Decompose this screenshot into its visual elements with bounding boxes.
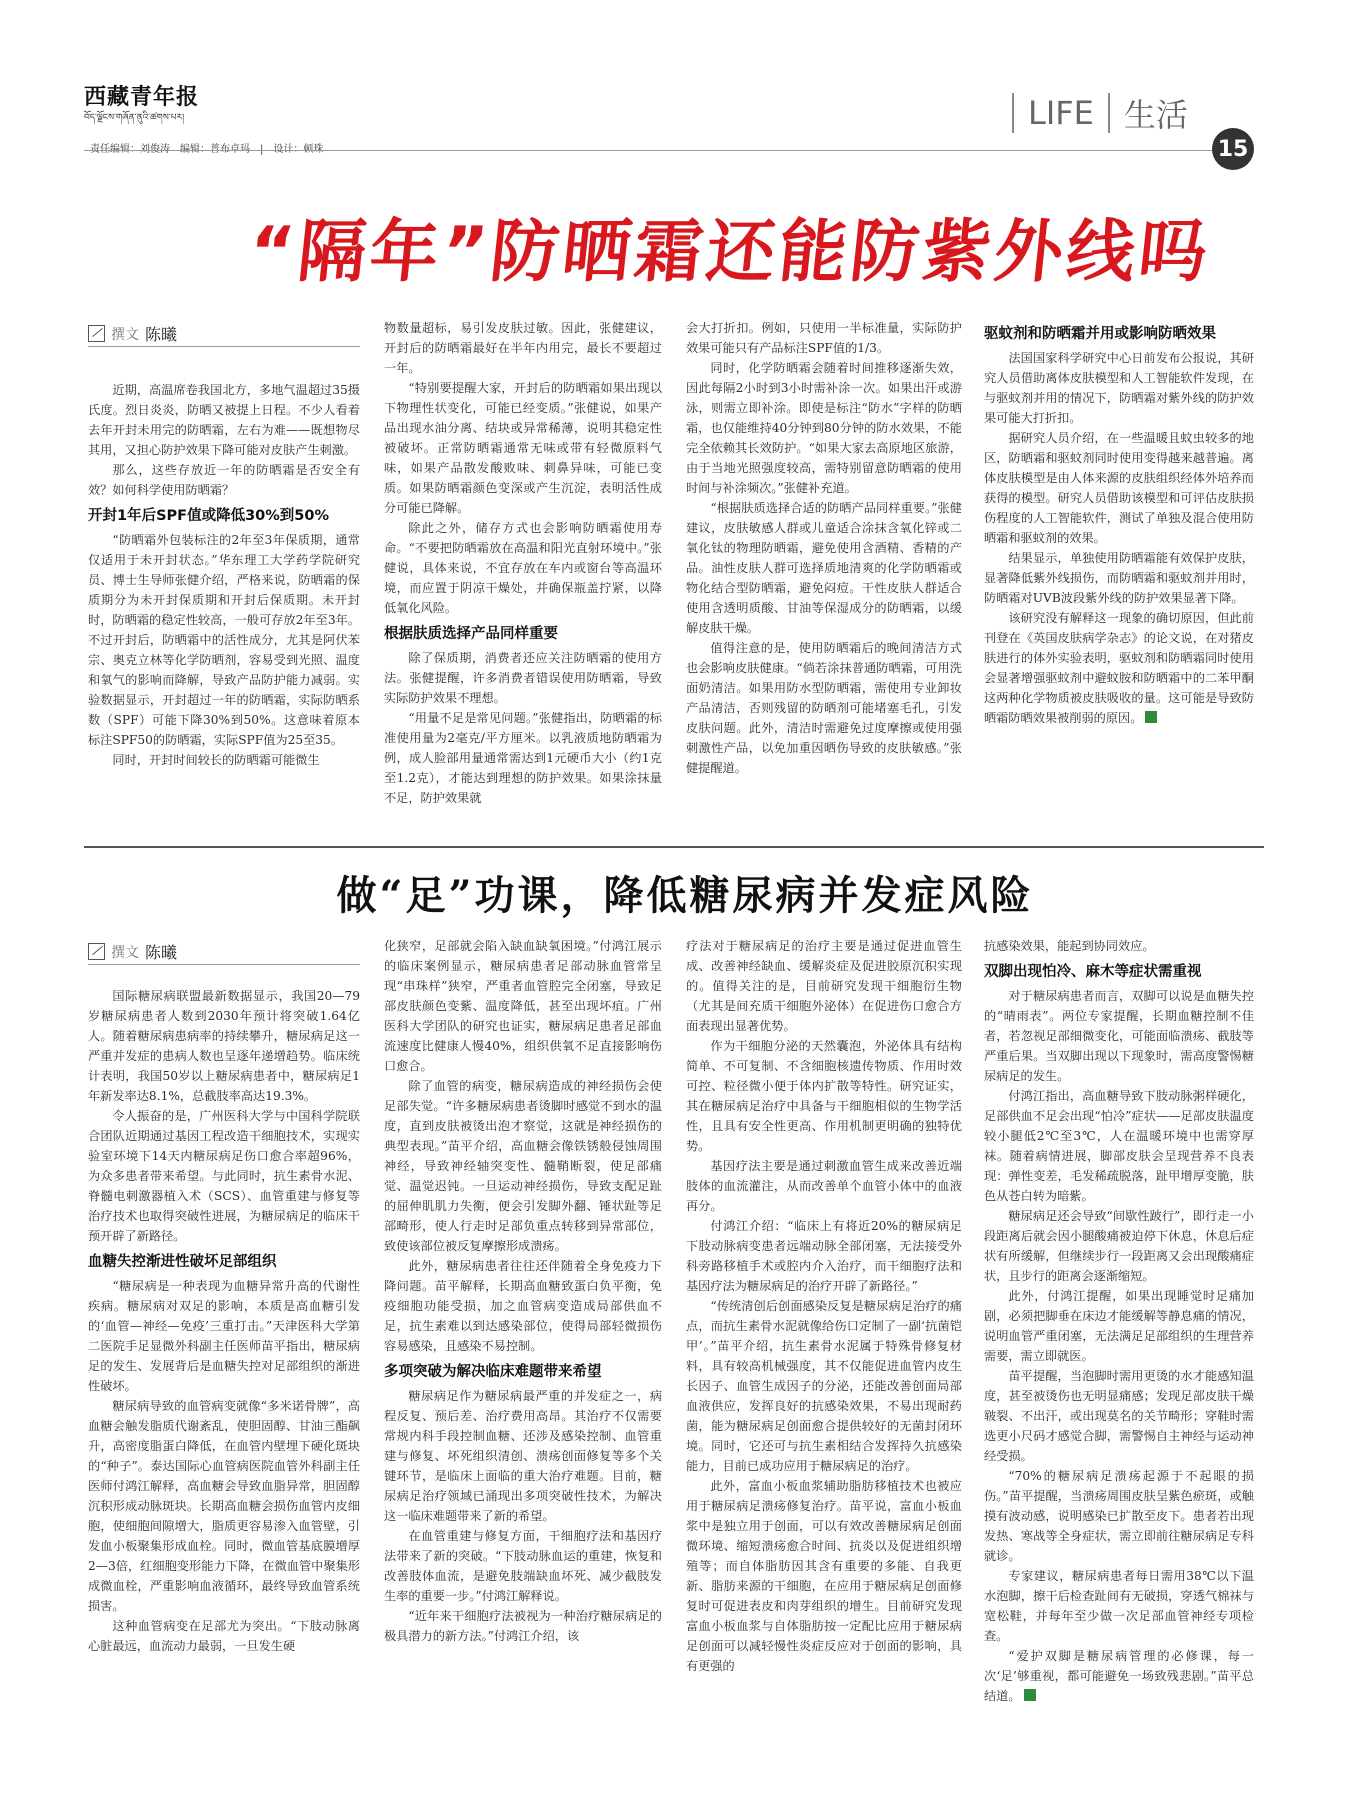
- paragraph: 疗法对于糖尿病足的治疗主要是通过促进血管生成、改善神经缺血、缓解炎症及促进胶原沉积实现的。值得关注的是，目前研究发现干细胞衍生物（尤其是间充质干细胞外泌体）在促进伤口愈合方面表现出显著优势。: [686, 939, 962, 1033]
- article2-byline: [88, 940, 177, 963]
- paragraph: “近年来干细胞疗法被视为一种治疗糖尿病足的极具潜力的新方法。”付鸿江介绍，该: [384, 1609, 662, 1643]
- byline-rule: [88, 964, 360, 965]
- article1-column-1: [88, 380, 360, 836]
- subheading: 根据肤质选择产品同样重要: [384, 626, 558, 642]
- paragraph: “用量不足是常见问题。”张健指出，防晒霜的标准使用量为2毫克/平方厘米。以乳液质地防晒霜为例，成人脸部用量通常需达到1元硬币大小（约1克至1.2克），才能达到理想的防护效果。如果涂抹量不足，防护效果就: [384, 711, 662, 805]
- masthead-subtitle: བོད་ལྗོངས་གཞོན་ནུའི་ཚགས་པར།: [84, 113, 185, 123]
- paragraph: 那么，这些存放近一年的防晒霜是否安全有效？如何科学使用防晒霜？: [88, 463, 360, 497]
- paragraph: 同时，化学防晒霜会随着时间推移逐渐失效，因此每隔2小时到3小时需补涂一次。如果出汗或游泳，则需立即补涂。即使是标注“防水”字样的防晒霜，也仅能维持40分钟到80分钟的防水效果，不能完全依赖其长效防护。“如果大家去高原地区旅游，由于当地光照强度较高，需特别留意防晒霜的使用时间与补涂频次。”张健补充道。: [686, 361, 962, 495]
- subheading: 多项突破为解决临床难题带来希望: [384, 1364, 602, 1380]
- article2-column-2: [384, 936, 662, 1786]
- paragraph: 在血管重建与修复方面，干细胞疗法和基因疗法带来了新的突破。“下肢动脉血运的重建，恢复和改善肢体血流，是避免肢端缺血坏死、减少截肢发生率的重要一步。”付鸿江解释说。: [384, 1529, 662, 1603]
- paragraph: 抗感染效果，能起到协同效应。: [984, 939, 1155, 953]
- paragraph: 国际糖尿病联盟最新数据显示，我国20—79岁糖尿病患者人数到2030年预计将突破1.64亿人。随着糖尿病患病率的持续攀升，糖尿病足这一严重并发症的患病人数也呈逐年递增趋势。临床统计表明，我国50岁以上糖尿病患者中，糖尿病足1年新发率达8.1%，总截肢率高达19.3%。: [88, 989, 360, 1103]
- paragraph: “根据肤质选择合适的防晒产品同样重要。”张健建议，皮肤敏感人群或儿童适合涂抹含氧化锌或二氧化钛的物理防晒霜，避免使用含酒精、香精的产品。油性皮肤人群可选择质地清爽的化学防晒霜或物化结合型防晒霜，避免闷痘。干性皮肤人群适合使用含透明质酸、甘油等保湿成分的防晒霜，以缓解皮肤干燥。: [686, 501, 962, 635]
- article1-column-2: [384, 318, 662, 836]
- paragraph: 近期，高温席卷我国北方，多地气温超过35摄氏度。烈日炎炎，防晒又被提上日程。不少人看着去年开封未用完的防晒霜，左右为难——既想物尽其用，又担心防护效果下降可能对皮肤产生刺激。: [88, 383, 360, 457]
- byline-name: 陈曦: [145, 325, 178, 344]
- paragraph: 此外，富血小板血浆辅助脂肪移植技术也被应用于糖尿病足溃疡修复治疗。苗平说，富血小板血浆中是独立用于创面，可以有效改善糖尿病足创面微环境、缩短溃疡愈合时间、抗炎以及促进组织增殖等；而自体脂肪因其含有重要的多能、自我更新、脂肪来源的干细胞，在应用于糖尿病足创面修复时可促进表皮和肉芽组织的增生。目前研究发现富血小板血浆与自体脂肪按一定配比应用于糖尿病足创面可以减轻慢性炎症反应对于创面的影响，具有更强的: [686, 1479, 962, 1673]
- article2-headline: 做“足”功课，降低糖尿病并发症风险: [336, 872, 1034, 919]
- paragraph: 同时，开封时间较长的防晒霜可能微生: [112, 753, 320, 767]
- article1-byline: [88, 322, 177, 345]
- paragraph: 对于糖尿病患者而言，双脚可以说是血糖失控的“晴雨表”。两位专家提醒，长期血糖控制不佳者，若忽视足部细微变化，可能面临溃疡、截肢等严重后果。当双脚出现以下现象时，需高度警惕糖尿病足的发生。: [984, 989, 1254, 1083]
- pen-icon: [88, 325, 105, 342]
- paragraph: 会大打折扣。例如，只使用一半标准量，实际防护效果可能只有产品标注SPF值的1/3。: [686, 321, 962, 355]
- paragraph: 付鸿江介绍：“临床上有将近20%的糖尿病足下肢动脉病变患者远端动脉全部闭塞，无法接受外科旁路移植手术或腔内介入治疗，而干细胞疗法和基因疗法为糖尿病足的治疗开辟了新路径。”: [686, 1219, 962, 1293]
- paragraph: 这种血管病变在足部尤为突出。“下肢动脉离心脏最远，血流动力最弱，一旦发生硬: [88, 1619, 360, 1653]
- byline-name: 陈曦: [145, 943, 178, 962]
- paragraph: 化狭窄，足部就会陷入缺血缺氧困境。”付鸿江展示的临床案例显示，糖尿病患者足部动脉血管常呈现“串珠样”狭窄，严重者血管腔完全闭塞，导致足部皮肤颜色变紫、温度降低，甚至出现坏疽。广州医科大学团队的研究也证实，糖尿病足患者足部血流速度比健康人慢40%，组织供氧不足直接影响伤口愈合。: [384, 939, 662, 1073]
- section-en: LIFE: [1028, 94, 1094, 132]
- subheading: 血糖失控渐进性破坏足部组织: [88, 1254, 277, 1270]
- article2-column-3: [686, 936, 962, 1786]
- paragraph: “糖尿病是一种表现为血糖异常升高的代谢性疾病。糖尿病对双足的影响，本质是高血糖引发的‘血管—神经—免疫’三重打击。”天津医科大学第二医院手足显微外科副主任医师苗平指出，糖尿病足的发生、发展背后是血糖失控对足部组织的渐进性破坏。: [88, 1279, 360, 1393]
- section-cn: 生活: [1123, 96, 1188, 134]
- paragraph: 作为干细胞分泌的天然囊泡，外泌体具有结构简单、不可复制、不含细胞核遗传物质、作用时效可控、粒径微小便于体内扩散等特性。研究证实，其在糖尿病足治疗中具备与干细胞相似的生物学活性，且具有安全性更高、作用机制更明确的独特优势。: [686, 1039, 962, 1153]
- paragraph: 该研究没有解释这一现象的确切原因，但此前刊登在《英国皮肤病学杂志》的论文说，在对猪皮肤进行的体外实验表明，驱蚊剂和防晒霜同时使用会显著增强驱蚊剂中避蚊胺和防晒霜中的二苯甲酮这两种化学物质被皮肤吸收的量。这可能是导致防晒霜防晒效果被削弱的原因。: [984, 611, 1254, 725]
- subheading: 驱蚊剂和防晒霜并用或影响防晒效果: [984, 326, 1216, 342]
- editor-credits: [90, 140, 323, 155]
- paragraph: 苗平提醒，当泡脚时需用更烫的水才能感知温度，甚至被烫伤也无明显痛感；发现足部皮肤干燥皲裂、不出汗，或出现莫名的关节畸形；穿鞋时需选更小尺码才感觉合脚，需警惕自主神经与运动神经受损。: [984, 1369, 1254, 1463]
- paragraph: 基因疗法主要是通过刺激血管生成来改善近端肢体的血流灌注，从而改善单个血管小体中的血液再分。: [686, 1159, 962, 1213]
- paragraph: “爱护双脚是糖尿病管理的必修课，每一次‘足’够重视，都可能避免一场致残悲剧。”苗平总结道。: [984, 1649, 1254, 1703]
- pen-icon: [88, 943, 105, 960]
- paragraph: “传统清创后创面感染反复是糖尿病足治疗的痛点，而抗生素骨水泥就像给伤口定制了一副‘抗菌铠甲’。”苗平介绍，抗生素骨水泥属于特殊骨修复材料，具有较高机械强度，其不仅能促进血管内皮生长因子、血管生成因子的分泌，还能改善创面局部血液供应，发挥良好的抗感染效果，不易出现耐药菌，能为糖尿病足创面愈合提供较好的无菌封闭环境。同时，它还可与抗生素相结合发挥持久抗感染能力，目前已成功应用于糖尿病足的治疗。: [686, 1299, 962, 1473]
- article2-column-1: [88, 986, 360, 1786]
- page-number: 15: [1212, 128, 1254, 170]
- paragraph: 此外，糖尿病患者往往还伴随着全身免疫力下降问题。苗平解释，长期高血糖致蛋白负平衡，免疫细胞功能受损，加之血管病变造成局部供血不足，抗生素难以到达感染部位，使得局部轻微损伤容易感染，且感染不易控制。: [384, 1259, 662, 1353]
- article-separator: [84, 846, 1264, 848]
- article1-column-3: [686, 318, 962, 836]
- subheading: 开封1年后SPF值或降低30%到50%: [88, 508, 329, 524]
- paragraph: 令人振奋的是，广州医科大学与中国科学院联合团队近期通过基因工程改造干细胞技术，实现实验室环境下14天内糖尿病足伤口愈合率超96%，为众多患者带来希望。与此同时，抗生素骨水泥、脊髓电刺激器植入术（SCS）、血管重建与修复等治疗技术也取得突破性进展，为糖尿病足的临床干预开辟了新路径。: [88, 1109, 360, 1243]
- byline-role: 撰文: [111, 944, 139, 961]
- paragraph: 专家建议，糖尿病患者每日需用38℃以下温水泡脚，擦干后检查趾间有无破损，穿透气棉袜与宽松鞋，并每年至少做一次足部血管神经专项检查。: [984, 1569, 1254, 1643]
- paragraph: 法国国家科学研究中心日前发布公报说，其研究人员借助离体皮肤模型和人工智能软件发现，在与驱蚊剂并用的情况下，防晒霜对紫外线的防护效果可能大打折扣。: [984, 351, 1254, 425]
- paragraph: 除此之外，储存方式也会影响防晒霜使用寿命。“不要把防晒霜放在高温和阳光直射环境中。”张健说，具体来说，不宜存放在车内或窗台等高温环境，而应置于阴凉干燥处，并确保瓶盖拧紧，以降低氧化风险。: [384, 521, 662, 615]
- article1-column-4: [984, 318, 1254, 836]
- article1-headline: “隔年”防晒霜还能防紫外线吗: [245, 213, 1215, 292]
- paragraph: “特别要提醒大家，开封后的防晒霜如果出现以下物理性状变化，可能已经变质。”张健说，如果产品出现水油分离、结块或异常稀薄，说明其稳定性被破坏。正常防晒霜通常无味或带有轻微原料气味，如果产品散发酸败味、刺鼻异味，可能已变质。如果防晒霜颜色变深或产生沉淀，表明活性成分可能已降解。: [384, 381, 662, 515]
- paragraph: 糖尿病足作为糖尿病最严重的并发症之一，病程反复、预后差、治疗费用高昂。其治疗不仅需要常规内科手段控制血糖、还涉及感染控制、血管重建与修复、坏死组织清创、溃疡创面修复等多个关键环节，是临床上面临的重大治疗难题。目前，糖尿病足治疗领域已涌现出多项突破性技术，为解决这一临床难题带来了新的希望。: [384, 1389, 662, 1523]
- masthead-title: 西藏青年报: [84, 84, 200, 110]
- article2-column-4: [984, 936, 1254, 1786]
- paragraph: 物数量超标，易引发皮肤过敏。因此，张健建议，开封后的防晒霜最好在半年内用完，最长不要超过一年。: [384, 321, 662, 375]
- paragraph: 糖尿病足还会导致“间歇性跛行”，即行走一小段距离后就会因小腿酸痛被迫停下休息，休息后症状有所缓解，但继续步行一段距离又会出现酸痛症状，且步行的距离会逐渐缩短。: [984, 1209, 1254, 1283]
- paragraph: “防晒霜外包装标注的2年至3年保质期，通常仅适用于未开封状态。”华东理工大学药学院研究员、博士生导师张健介绍，严格来说，防晒霜的保质期分为未开封保质期和开封后保质期。未开封时，防晒霜的稳定性较高，一般可存放2年至3年。不过开封后，防晒霜中的活性成分，尤其是阿伏苯宗、奥克立林等化学防晒剂，容易受到光照、温度和氧气的影响而降解，导致产品防护能力减弱。实验数据显示，开封超过一年的防晒霜，实际防晒系数（SPF）可能下降30%到50%。这意味着原本标注SPF50的防晒霜，实际SPF值为25至35。: [88, 533, 360, 747]
- paragraph: 除了保质期，消费者还应关注防晒霜的使用方法。张健提醒，许多消费者错误使用防晒霜，导致实际防护效果不理想。: [384, 651, 662, 705]
- subheading: 双脚出现怕冷、麻木等症状需重视: [984, 964, 1202, 980]
- paragraph: 据研究人员介绍，在一些温暖且蚊虫较多的地区，防晒霜和驱蚊剂同时使用变得越来越普遍。离体皮肤模型是由人体来源的皮肤组织经体外培养而获得的模型。研究人员借助该模型和可评估皮肤损伤程度的人工智能软件，测试了单独及混合使用防晒霜和驱蚊剂的效果。: [984, 431, 1254, 545]
- end-mark-icon: [1024, 1689, 1036, 1701]
- paragraph: 值得注意的是，使用防晒霜后的晚间清洁方式也会影响皮肤健康。“倘若涂抹普通防晒霜，可用洗面奶清洁。如果用防水型防晒霜，需使用专业卸妆产品清洁，否则残留的防晒剂可能堵塞毛孔，引发皮肤问题。此外，清洁时需避免过度摩擦或使用强刺激性产品，以免加重因晒伤导致的皮肤敏感。”张健提醒道。: [686, 641, 962, 775]
- paragraph: 除了血管的病变，糖尿病造成的神经损伤会使足部失觉。“许多糖尿病患者烫脚时感觉不到水的温度，直到皮肤被烫出泡才察觉，这就是神经损伤的典型表现。”苗平介绍，高血糖会像铁锈般侵蚀周围神经，导致神经轴突变性、髓鞘断裂，使足部痛觉、温觉迟钝。一旦运动神经损伤，导致支配足趾的屈伸肌肌力失衡，便会引发脚外翻、锤状趾等足部畸形，使人行走时足部负重点转移到异常部位，致使该部位被反复摩擦形成溃疡。: [384, 1079, 662, 1253]
- divider: [1108, 93, 1110, 133]
- section-label: [1012, 90, 1188, 136]
- paragraph: 此外，付鸿江提醒，如果出现睡觉时足痛加剧，必须把脚垂在床边才能缓解等静息痛的情况，说明血管严重闭塞，无法满足足部组织的生理营养需要，需立即就医。: [984, 1289, 1254, 1363]
- paragraph: “70%的糖尿病足溃疡起源于不起眼的损伤。”苗平提醒，当溃疡周围皮肤呈紫色瘀斑，或触摸有波动感，说明感染已扩散至皮下。患者若出现发热、寒战等全身症状，需立即前往糖尿病足专科就诊。: [984, 1469, 1254, 1563]
- byline-role: 撰文: [111, 326, 139, 343]
- paragraph: 糖尿病导致的血管病变就像“多米诺骨牌”，高血糖会触发脂质代谢紊乱，使胆固醇、甘油三酯飙升，高密度脂蛋白降低，在血管内壁埋下硬化斑块的“种子”。泰达国际心血管病医院血管外科副主任医师付鸿江解释，高血糖会导致血脂异常，胆固醇沉积形成动脉斑块。长期高血糖会损伤血管内皮细胞，使细胞间隙增大，脂质更容易渗入血管壁，引发血小板聚集形成血栓。同时，微血管基底膜增厚2—3倍，红细胞变形能力下降，在微血管中聚集形成微血栓，严重影响血液循环，最终导致血管系统损害。: [88, 1399, 360, 1613]
- byline-rule: [88, 346, 360, 347]
- divider: [1012, 93, 1014, 133]
- paragraph: 结果显示，单独使用防晒霜能有效保护皮肤，显著降低紫外线损伤，而防晒霜和驱蚊剂并用时，防晒霜对UVB波段紫外线的防护效果显著下降。: [984, 551, 1254, 605]
- end-mark-icon: [1145, 711, 1157, 723]
- header-rule: [84, 150, 1234, 151]
- paragraph: 付鸿江指出，高血糖导致下肢动脉粥样硬化，足部供血不足会出现“怕冷”症状——足部皮肤温度较小腿低2℃至3℃，人在温暖环境中也需穿厚袜。随着病情进展，脚部皮肤会呈现营养不良表现：弹性变差，毛发稀疏脱落，趾甲增厚变脆，肤色从苍白转为暗紫。: [984, 1089, 1254, 1203]
